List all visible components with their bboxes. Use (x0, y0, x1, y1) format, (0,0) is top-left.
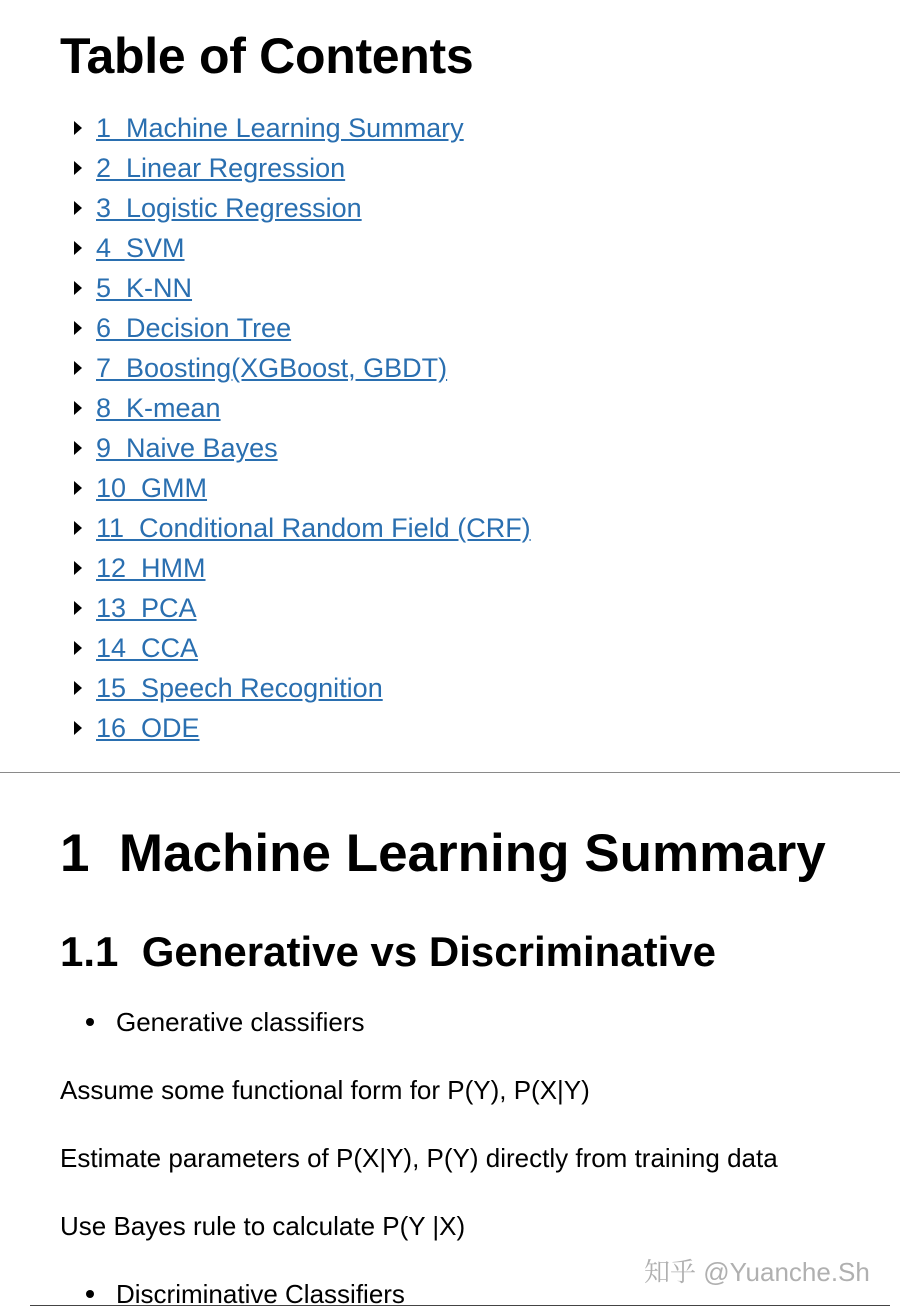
toc-item[interactable] (70, 388, 531, 428)
toc-item[interactable] (70, 428, 531, 468)
toc-item[interactable] (70, 548, 531, 588)
caret-right-icon[interactable] (74, 361, 82, 375)
caret-right-icon[interactable] (74, 161, 82, 175)
toc-list (70, 108, 531, 748)
caret-right-icon[interactable] (74, 281, 82, 295)
list-item (60, 1276, 405, 1312)
toc-item[interactable] (70, 708, 531, 748)
toc-link[interactable]: 12 HMM (96, 553, 206, 583)
page-edge-divider (30, 1305, 890, 1306)
bullet-icon (86, 1290, 94, 1298)
list-item-text: Generative classifiers (116, 1007, 365, 1037)
caret-right-icon[interactable] (74, 561, 82, 575)
section-heading: 1 Machine Learning Summary (60, 824, 826, 883)
toc-link[interactable]: 6 Decision Tree (96, 313, 292, 343)
toc-link[interactable]: 2 Linear Regression (96, 153, 346, 183)
bullet-icon (86, 1018, 94, 1026)
caret-right-icon[interactable] (74, 641, 82, 655)
toc-item[interactable] (70, 148, 531, 188)
toc-item[interactable] (70, 668, 531, 708)
toc-item[interactable] (70, 628, 531, 668)
caret-right-icon[interactable] (74, 241, 82, 255)
toc-link[interactable]: 5 K-NN (96, 273, 193, 303)
caret-right-icon[interactable] (74, 681, 82, 695)
list-item (60, 1004, 365, 1040)
subsection-heading: 1.1 Generative vs Discriminative (60, 928, 717, 975)
toc-title: Table of Contents (60, 28, 474, 84)
toc-link[interactable]: 9 Naive Bayes (96, 433, 278, 463)
toc-link[interactable]: 11 Conditional Random Field (CRF) (96, 513, 531, 543)
toc-link[interactable]: 14 CCA (96, 633, 199, 663)
toc-item[interactable] (70, 268, 531, 308)
caret-right-icon[interactable] (74, 121, 82, 135)
toc-item[interactable] (70, 348, 531, 388)
caret-right-icon[interactable] (74, 481, 82, 495)
paragraph: Estimate parameters of P(X|Y), P(Y) directly from training data (60, 1143, 778, 1173)
toc-item[interactable] (70, 588, 531, 628)
toc-item[interactable] (70, 468, 531, 508)
bullet-list (60, 1004, 365, 1040)
paragraph: Assume some functional form for P(Y), P(X|Y) (60, 1075, 590, 1105)
caret-right-icon[interactable] (74, 601, 82, 615)
toc-item[interactable] (70, 108, 531, 148)
toc-link[interactable]: 1 Machine Learning Summary (96, 113, 464, 143)
bullet-list (60, 1276, 405, 1312)
caret-right-icon[interactable] (74, 521, 82, 535)
caret-right-icon[interactable] (74, 201, 82, 215)
list-item-text: Discriminative Classifiers (116, 1279, 405, 1309)
caret-right-icon[interactable] (74, 441, 82, 455)
toc-link[interactable]: 4 SVM (96, 233, 185, 263)
toc-link[interactable]: 3 Logistic Regression (96, 193, 362, 223)
watermark: 知乎 @Yuanche.Sh (644, 1257, 870, 1287)
caret-right-icon[interactable] (74, 401, 82, 415)
toc-link[interactable]: 10 GMM (96, 473, 208, 503)
toc-item[interactable] (70, 228, 531, 268)
caret-right-icon[interactable] (74, 321, 82, 335)
toc-link[interactable]: 15 Speech Recognition (96, 673, 383, 703)
toc-item[interactable] (70, 188, 531, 228)
toc-link[interactable]: 16 ODE (96, 713, 200, 743)
paragraph: Use Bayes rule to calculate P(Y |X) (60, 1211, 466, 1241)
horizontal-divider (0, 772, 900, 773)
toc-link[interactable]: 7 Boosting(XGBoost, GBDT) (96, 353, 448, 383)
toc-link[interactable]: 8 K-mean (96, 393, 221, 423)
caret-right-icon[interactable] (74, 721, 82, 735)
toc-link[interactable]: 13 PCA (96, 593, 197, 623)
toc-item[interactable] (70, 508, 531, 548)
toc-item[interactable] (70, 308, 531, 348)
